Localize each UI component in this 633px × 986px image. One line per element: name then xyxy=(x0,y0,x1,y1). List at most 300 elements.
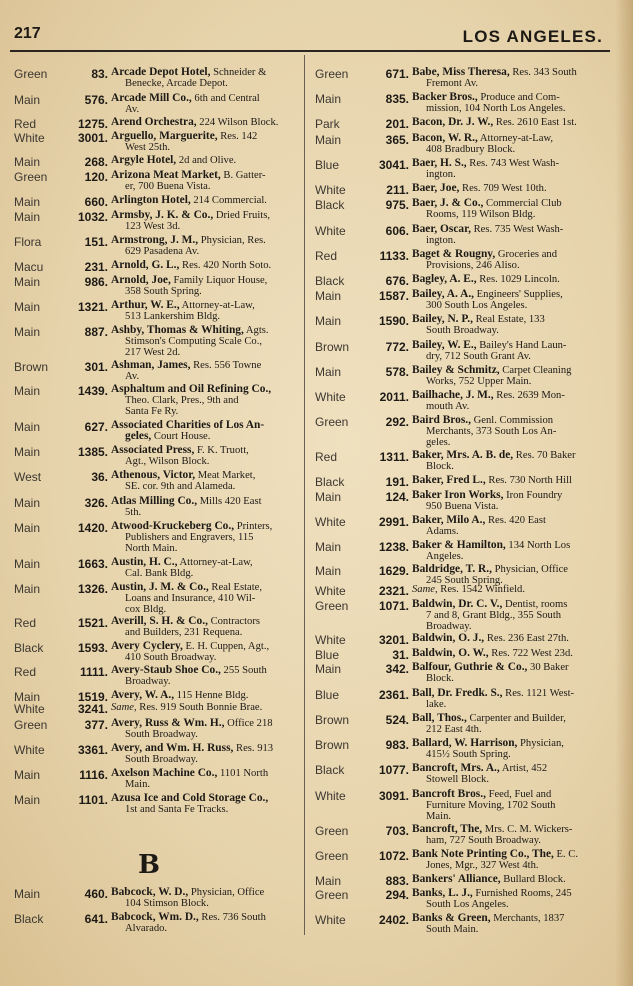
phone-number: 2321. xyxy=(378,584,409,598)
listing-line xyxy=(412,144,618,155)
listing-text xyxy=(412,67,618,89)
listing-line xyxy=(111,395,307,406)
listing-name: Avery, Russ & Wm. H., xyxy=(111,717,225,729)
listing-line xyxy=(111,311,307,322)
listing-text xyxy=(412,490,618,512)
listing-line xyxy=(111,616,307,627)
listing-line xyxy=(111,131,307,142)
phone-number: 342. xyxy=(385,662,409,676)
listing-detail: 5th. xyxy=(125,507,142,519)
phone-number: 1439. xyxy=(77,384,108,398)
listing-name: Arcade Depot Hotel, xyxy=(111,66,211,78)
listing-detail: Santa Fe Ry. xyxy=(125,406,179,418)
phone-number: 524. xyxy=(385,713,409,727)
listing-detail: Office 218 xyxy=(224,718,273,729)
phone-number: 2991. xyxy=(378,515,409,529)
listing-detail: Produce and Com- xyxy=(477,92,560,103)
phone-number: 1101. xyxy=(78,793,108,807)
listing-detail: Res. 735 West Wash- xyxy=(470,224,564,235)
listing-name: Athenous, Victor, xyxy=(111,469,196,481)
listing-name: Avery-Staub Shoe Co., xyxy=(111,664,221,676)
listing-line xyxy=(412,249,618,260)
listing-name: Arlington Hotel, xyxy=(111,194,191,206)
listing-detail: E. H. Cuppen, Agt., xyxy=(182,641,270,652)
listing-name: Baldwin, Dr. C. V., xyxy=(412,598,503,610)
listing-line xyxy=(412,633,618,644)
listing-text xyxy=(111,420,307,442)
listing-line xyxy=(111,384,307,395)
listing-text xyxy=(111,131,307,153)
listing-detail: Res. 236 East 27th. xyxy=(484,633,569,644)
listing-line xyxy=(111,898,307,909)
listing-detail: 115 Henne Bldg. xyxy=(174,690,249,701)
listing-line xyxy=(111,718,307,729)
listing-line xyxy=(111,481,307,492)
listing-text xyxy=(412,249,618,271)
listing-detail: dry, 712 South Grant Av. xyxy=(426,351,531,363)
listing-name: Armsby, J. K. & Co., xyxy=(111,209,214,221)
listing-detail: Commercial Club xyxy=(483,198,562,209)
exchange-name: Main xyxy=(14,420,41,434)
listing-line xyxy=(412,811,618,822)
listing-text xyxy=(412,633,618,644)
listing-detail: Res. 913 xyxy=(233,743,274,754)
listing-detail: mission, 104 North Los Angeles. xyxy=(426,103,566,115)
listing-text xyxy=(412,198,618,220)
phone-number: 231. xyxy=(84,260,108,274)
exchange-name: Main xyxy=(315,874,342,888)
phone-number: 1077. xyxy=(378,763,409,777)
listing-line xyxy=(111,104,307,115)
listing-detail: Loans and Insurance, 410 Wil- xyxy=(125,593,256,605)
listing-line xyxy=(412,198,618,209)
phone-number: 326. xyxy=(84,496,108,510)
phone-number: 120. xyxy=(84,170,108,184)
listing-detail: Alvarado. xyxy=(125,923,168,935)
exchange-name: Main xyxy=(14,93,41,107)
listing-line xyxy=(111,347,307,358)
listing-line xyxy=(412,289,618,300)
listing-detail: Physician, Office xyxy=(188,887,265,898)
listing-name: Bank Note Printing Co., The, xyxy=(412,848,554,860)
listing-name: Atlas Milling Co., xyxy=(111,495,198,507)
exchange-name: Black xyxy=(315,763,345,777)
phone-number: 3041. xyxy=(378,158,409,172)
section-letter: B xyxy=(138,850,160,880)
listing-line xyxy=(412,648,618,659)
listing-line xyxy=(111,470,307,481)
exchange-name: Main xyxy=(14,496,41,510)
listing-text xyxy=(111,260,307,271)
exchange-name: Black xyxy=(14,912,44,926)
listing-same: Same, xyxy=(412,584,438,595)
listing-detail: Physician, Office xyxy=(491,564,568,575)
phone-number: 191. xyxy=(385,475,409,489)
listing-line xyxy=(412,713,618,724)
listing-line xyxy=(111,445,307,456)
listing-name: Ball, Thos., xyxy=(412,712,467,724)
listing-line xyxy=(412,763,618,774)
listing-line xyxy=(111,557,307,568)
phone-number: 1519. xyxy=(77,690,108,704)
listing-detail: Bullard Block. xyxy=(500,874,566,885)
exchange-name: Main xyxy=(315,662,342,676)
phone-number: 772. xyxy=(385,340,409,354)
listing-text xyxy=(412,713,618,735)
listing-text xyxy=(111,887,307,909)
exchange-name: White xyxy=(315,584,346,598)
listing-line xyxy=(412,300,618,311)
listing-detail: Stimson's Computing Scale Co., xyxy=(125,336,262,348)
listing-line xyxy=(412,924,618,935)
phone-number: 703. xyxy=(385,824,409,838)
listing-text xyxy=(412,117,618,128)
listing-detail: Works, 752 Upper Main. xyxy=(426,376,532,388)
listing-detail: 1st and Santa Fe Tracks. xyxy=(125,804,229,816)
phone-number: 1116. xyxy=(79,768,108,782)
exchange-name: Park xyxy=(315,117,340,131)
listing-detail: Iron Foundry xyxy=(503,490,563,501)
exchange-name: Main xyxy=(14,195,41,209)
listing-line xyxy=(412,169,618,180)
phone-number: 1321. xyxy=(77,300,108,314)
page-header xyxy=(0,0,633,50)
listing-text xyxy=(111,768,307,790)
listing-name: Arnold, G. L., xyxy=(111,259,180,271)
listing-line xyxy=(412,92,618,103)
listing-text xyxy=(111,170,307,192)
listing-detail: 358 South Spring. xyxy=(125,286,202,298)
listing-detail: Attorney-at-Law, xyxy=(177,557,253,568)
phone-number: 294. xyxy=(385,888,409,902)
phone-number: 835. xyxy=(385,92,409,106)
listing-detail: Agt., Wilson Block. xyxy=(125,456,210,468)
listing-line xyxy=(412,551,618,562)
listing-text xyxy=(412,688,618,710)
listing-detail: Contractors xyxy=(207,616,260,627)
exchange-name: Green xyxy=(14,67,48,81)
exchange-name: White xyxy=(14,743,45,757)
exchange-name: Main xyxy=(14,521,41,535)
listing-detail: Cal. Bank Bldg. xyxy=(125,568,194,580)
listing-detail: Res. 2610 East 1st. xyxy=(493,117,577,128)
exchange-name: Black xyxy=(14,641,44,655)
phone-number: 36. xyxy=(91,470,108,484)
listing-text xyxy=(412,888,618,910)
listing-detail: Physician, Res. xyxy=(198,235,266,246)
listing-text xyxy=(111,557,307,579)
listing-detail: and Builders, 231 Requena. xyxy=(125,627,243,639)
exchange-name: Green xyxy=(315,824,349,838)
exchange-name: Blue xyxy=(315,158,340,172)
exchange-name: Green xyxy=(14,718,48,732)
listing-text xyxy=(412,365,618,387)
listing-text xyxy=(412,133,618,155)
listing-detail: Broadway. xyxy=(426,621,472,633)
listing-name: Baer, J. & Co., xyxy=(412,197,484,209)
listing-name: Ball, Dr. Fredk. S., xyxy=(412,687,503,699)
phone-number: 671. xyxy=(385,67,409,81)
listing-text xyxy=(111,325,307,359)
exchange-name: Red xyxy=(14,117,37,131)
phone-number: 268. xyxy=(84,155,108,169)
exchange-name: Main xyxy=(315,490,342,504)
listing-line xyxy=(412,103,618,114)
listing-detail: 408 Bradbury Block. xyxy=(426,144,516,156)
listing-line xyxy=(111,496,307,507)
listing-detail: Fremont Av. xyxy=(426,78,479,90)
exchange-name: Main xyxy=(315,314,342,328)
listing-text xyxy=(111,702,307,713)
listing-line xyxy=(111,604,307,615)
listing-name: Baldridge, T. R., xyxy=(412,563,492,575)
listing-line xyxy=(412,450,618,461)
listing-text xyxy=(111,641,307,663)
listing-line xyxy=(111,170,307,181)
listing-detail: Court House. xyxy=(151,431,211,443)
listing-detail: Furnished Rooms, 245 xyxy=(472,888,572,899)
listing-line xyxy=(111,142,307,153)
listing-detail: B. Gatter- xyxy=(220,170,266,181)
listing-text xyxy=(111,93,307,115)
exchange-name: Main xyxy=(315,365,342,379)
listing-detail: geles. xyxy=(426,437,451,449)
exchange-name: Black xyxy=(315,475,345,489)
listing-text xyxy=(111,235,307,257)
exchange-name: Main xyxy=(14,582,41,596)
listing-text xyxy=(412,158,618,180)
exchange-name: Red xyxy=(14,665,37,679)
listing-detail: 629 Pasadena Av. xyxy=(125,246,200,258)
phone-number: 1326. xyxy=(77,582,108,596)
phone-number: 1111. xyxy=(79,665,108,679)
listing-detail: Schneider & xyxy=(210,67,267,78)
phone-number: 1593. xyxy=(77,641,108,655)
listing-line xyxy=(412,913,618,924)
listing-detail: Attorney-at-Law, xyxy=(179,300,255,311)
listing-detail: Physician, xyxy=(517,738,564,749)
listing-detail: Adams. xyxy=(426,526,459,538)
listing-line xyxy=(412,426,618,437)
listing-line xyxy=(111,665,307,676)
listing-name: Baker, Milo A., xyxy=(412,514,486,526)
listing-text xyxy=(412,789,618,823)
listing-detail: Mills 420 East xyxy=(197,496,262,507)
phone-number: 2402. xyxy=(378,913,409,927)
listing-text xyxy=(111,743,307,765)
listing-name: Babcock, Wm. D., xyxy=(111,911,199,923)
listing-line xyxy=(111,336,307,347)
exchange-name: Main xyxy=(14,275,41,289)
listing-name: Atwood-Kruckeberg Co., xyxy=(111,520,235,532)
phone-number: 201. xyxy=(385,117,409,131)
listing-line xyxy=(412,133,618,144)
listing-line xyxy=(412,621,618,632)
listing-name: Ashby, Thomas & Whiting, xyxy=(111,324,244,336)
listing-detail: Artist, 452 xyxy=(499,763,548,774)
listing-line xyxy=(111,221,307,232)
exchange-name: Green xyxy=(315,67,349,81)
exchange-name: Main xyxy=(315,289,342,303)
listing-text xyxy=(111,793,307,815)
listing-line xyxy=(111,690,307,701)
listing-line xyxy=(412,415,618,426)
exchange-name: Main xyxy=(14,768,41,782)
listing-name: Bailey, A. A., xyxy=(412,288,475,300)
listing-line xyxy=(111,246,307,257)
listing-name: Avery, W. A., xyxy=(111,689,175,701)
listing-detail: 30 Baker xyxy=(527,662,569,673)
listing-text xyxy=(111,67,307,89)
listing-detail: North Main. xyxy=(125,543,178,555)
listing-name: Arthur, W. E., xyxy=(111,299,180,311)
listing-text xyxy=(412,314,618,336)
listing-detail: Res. 343 South xyxy=(509,67,577,78)
listing-line xyxy=(412,260,618,271)
listing-name: Averill, S. H. & Co., xyxy=(111,615,208,627)
page-city-title: LOS ANGELES. xyxy=(462,27,603,46)
phone-number: 2011. xyxy=(379,390,409,404)
listing-detail: Merchants, 373 South Los An- xyxy=(426,426,557,438)
listing-line xyxy=(111,406,307,417)
phone-number: 606. xyxy=(385,224,409,238)
listing-name: Bailey & Schmitz, xyxy=(412,364,500,376)
listing-text xyxy=(412,289,618,311)
exchange-name: West xyxy=(14,470,42,484)
listing-name: Babcock, W. D., xyxy=(111,886,189,898)
listing-text xyxy=(412,584,618,595)
listing-line xyxy=(111,582,307,593)
exchange-name: Macu xyxy=(14,260,44,274)
listing-detail: Rooms, 119 Wilson Bldg. xyxy=(426,209,536,221)
listing-detail: Res. 1029 Lincoln. xyxy=(476,274,560,285)
listing-detail: Stowell Block. xyxy=(426,774,489,786)
exchange-name: Main xyxy=(14,155,41,169)
listing-text xyxy=(111,117,307,128)
listing-line xyxy=(111,181,307,192)
listing-name: Baer, H. S., xyxy=(412,157,467,169)
listing-detail: Benecke, Arcade Depot. xyxy=(125,78,228,90)
listing-text xyxy=(111,616,307,638)
listing-name: Axelson Machine Co., xyxy=(111,767,218,779)
listing-detail: Block. xyxy=(426,461,454,473)
listing-line xyxy=(412,224,618,235)
listing-text xyxy=(412,224,618,246)
listing-name: Argyle Hotel, xyxy=(111,154,177,166)
listing-name: Baldwin, O. J., xyxy=(412,632,485,644)
listing-line xyxy=(111,729,307,740)
listing-line xyxy=(111,568,307,579)
listing-name: Ballard, W. Harrison, xyxy=(412,737,518,749)
listing-text xyxy=(412,648,618,659)
listing-text xyxy=(412,92,618,114)
exchange-name: Green xyxy=(315,888,349,902)
listing-detail: 123 West 3d. xyxy=(125,221,181,233)
listing-name: Baldwin, O. W., xyxy=(412,647,489,659)
listing-detail: Angeles. xyxy=(426,551,464,563)
listing-line xyxy=(111,210,307,221)
listing-line xyxy=(111,804,307,815)
listing-text xyxy=(111,496,307,518)
listing-name: Arend Orchestra, xyxy=(111,116,197,128)
phone-number: 1072. xyxy=(378,849,409,863)
listing-detail: 950 Buena Vista. xyxy=(426,501,499,513)
listing-text xyxy=(412,390,618,412)
phone-number: 1587. xyxy=(378,289,409,303)
listing-detail: 134 North Los xyxy=(505,540,571,551)
listing-line xyxy=(412,67,618,78)
phone-number: 576. xyxy=(84,93,108,107)
listing-detail: 300 South Los Angeles. xyxy=(426,300,528,312)
listing-line xyxy=(412,183,618,194)
listing-line xyxy=(111,67,307,78)
listing-line xyxy=(111,195,307,206)
exchange-name: Main xyxy=(14,325,41,339)
listing-text xyxy=(412,540,618,562)
listing-detail: Res. 556 Towne xyxy=(190,360,262,371)
listing-same: Same, xyxy=(111,702,137,713)
listing-name: Baker, Fred L., xyxy=(412,474,486,486)
listing-detail: 513 Lankershim Bldg. xyxy=(125,311,221,323)
listing-text xyxy=(111,665,307,687)
listing-line xyxy=(412,824,618,835)
listing-line xyxy=(412,610,618,621)
listing-line xyxy=(111,652,307,663)
exchange-name: White xyxy=(315,224,346,238)
listing-detail: Res. 722 West 23d. xyxy=(488,648,573,659)
listing-detail: Res. 420 North Soto. xyxy=(179,260,272,271)
listing-line xyxy=(111,887,307,898)
phone-number: 301. xyxy=(84,360,108,374)
listing-line xyxy=(111,431,307,442)
exchange-name: Flora xyxy=(14,235,42,249)
phone-number: 1663. xyxy=(77,557,108,571)
listing-line xyxy=(111,235,307,246)
phone-number: 1590. xyxy=(378,314,409,328)
header-rule xyxy=(10,50,610,52)
listing-text xyxy=(111,275,307,297)
phone-number: 211. xyxy=(386,183,409,197)
exchange-name: Main xyxy=(14,793,41,807)
listing-detail: 245 South Spring. xyxy=(426,575,503,587)
phone-number: 2361. xyxy=(378,688,409,702)
listing-name: Arnold, Joe, xyxy=(111,274,171,286)
exchange-name: Blue xyxy=(315,688,340,702)
phone-number: 1133. xyxy=(379,249,409,263)
exchange-name: White xyxy=(315,789,346,803)
phone-number: 83. xyxy=(91,67,108,81)
listing-line xyxy=(111,702,307,713)
exchange-name: Red xyxy=(14,616,37,630)
listing-detail: West 25th. xyxy=(125,142,171,154)
listing-line xyxy=(412,688,618,699)
listing-detail: Engineers' Supplies, xyxy=(474,289,563,300)
exchange-name: Main xyxy=(14,557,41,571)
exchange-name: White xyxy=(315,913,346,927)
exchange-name: Main xyxy=(315,540,342,554)
exchange-name: Main xyxy=(315,564,342,578)
listing-name: Arizona Meat Market, xyxy=(111,169,221,181)
phone-number: 1420. xyxy=(77,521,108,535)
exchange-name: Green xyxy=(315,599,349,613)
exchange-name: White xyxy=(14,131,45,145)
listing-text xyxy=(412,913,618,935)
listing-line xyxy=(412,849,618,860)
listing-line xyxy=(412,584,618,595)
listing-line xyxy=(412,325,618,336)
listing-name: Babe, Miss Theresa, xyxy=(412,66,510,78)
listing-text xyxy=(412,738,618,760)
